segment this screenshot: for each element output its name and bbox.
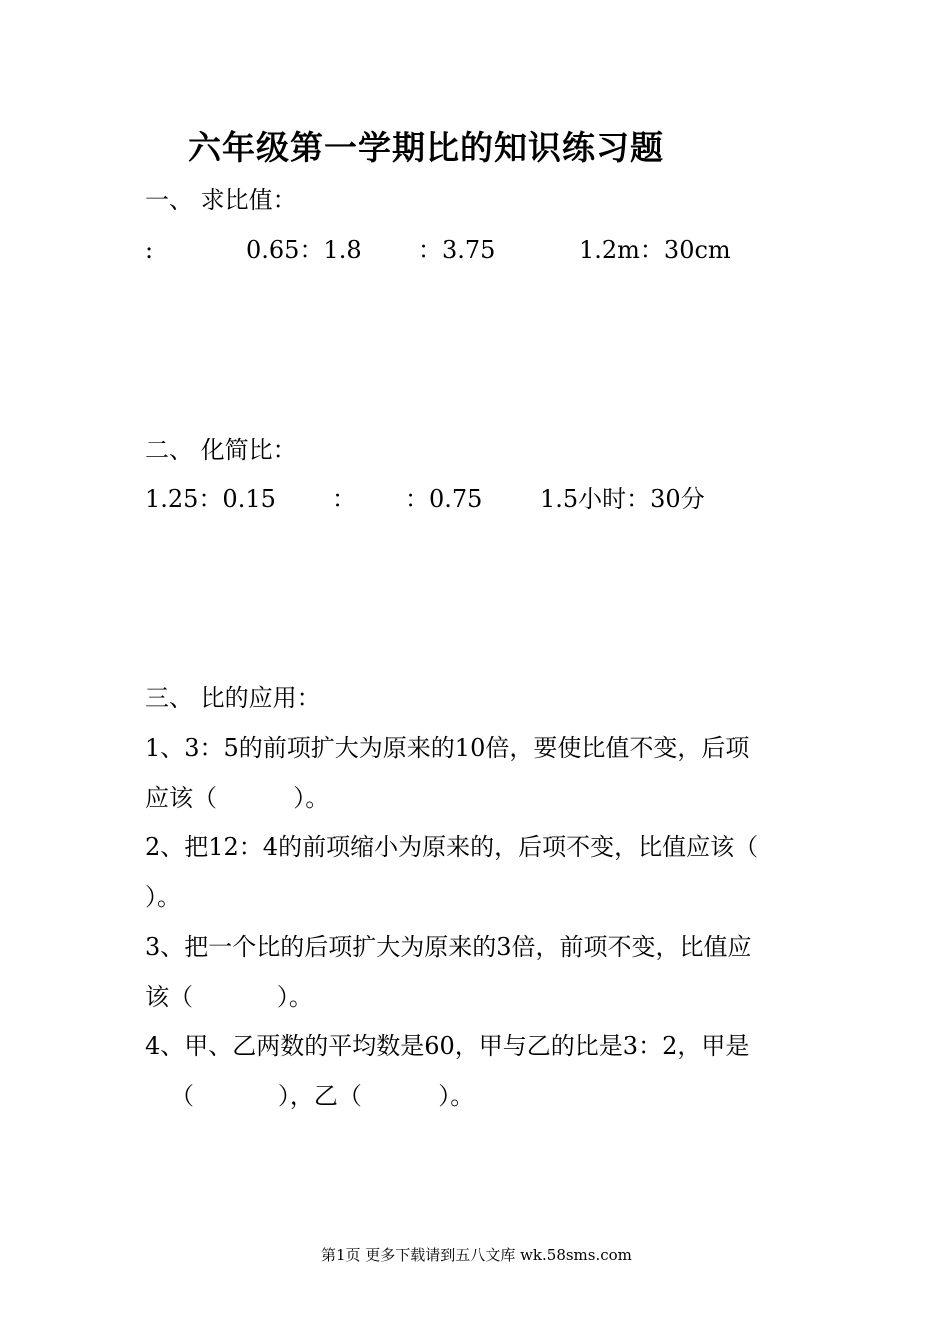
section-heading: 二、 化简比： <box>145 436 297 464</box>
question-line: ）。 <box>145 883 181 911</box>
ratio-item: 1.2m：30cm <box>579 236 731 264</box>
question-line: 4、甲、乙两数的平均数是60，甲与乙的比是3：2，甲是 <box>145 1032 750 1060</box>
page-footer: 第1页 更多下载请到五八文库 wk.58sms.com <box>321 1246 632 1264</box>
section-heading: 三、 比的应用： <box>145 684 321 712</box>
question-line: 应该（ ）。 <box>145 784 330 812</box>
ratio-item: 1.5小时：30分 <box>540 485 705 513</box>
page-title: 六年级第一学期比的知识练习题 <box>188 128 664 167</box>
section-heading: 一、 求比值： <box>145 186 297 214</box>
ratio-item: 1.25：0.15 <box>145 485 276 513</box>
ratio-item: ：0.75 <box>405 485 483 513</box>
question-line: 3、把一个比的后项扩大为原来的3倍，前项不变，比值应 <box>145 933 752 961</box>
question-line: 1、3：5的前项扩大为原来的10倍，要使比值不变，后项 <box>145 734 750 762</box>
question-line: 该（ ）。 <box>145 983 313 1011</box>
question-line: 2、把12：4的前项缩小为原来的，后项不变，比值应该（ <box>145 833 759 861</box>
question-line: （ ），乙（ ）。 <box>170 1082 475 1110</box>
ratio-item: ： <box>332 485 356 513</box>
ratio-item: 0.65：1.8 <box>246 236 362 264</box>
ratio-item: ：3.75 <box>418 236 496 264</box>
ratio-item: : <box>145 236 154 264</box>
